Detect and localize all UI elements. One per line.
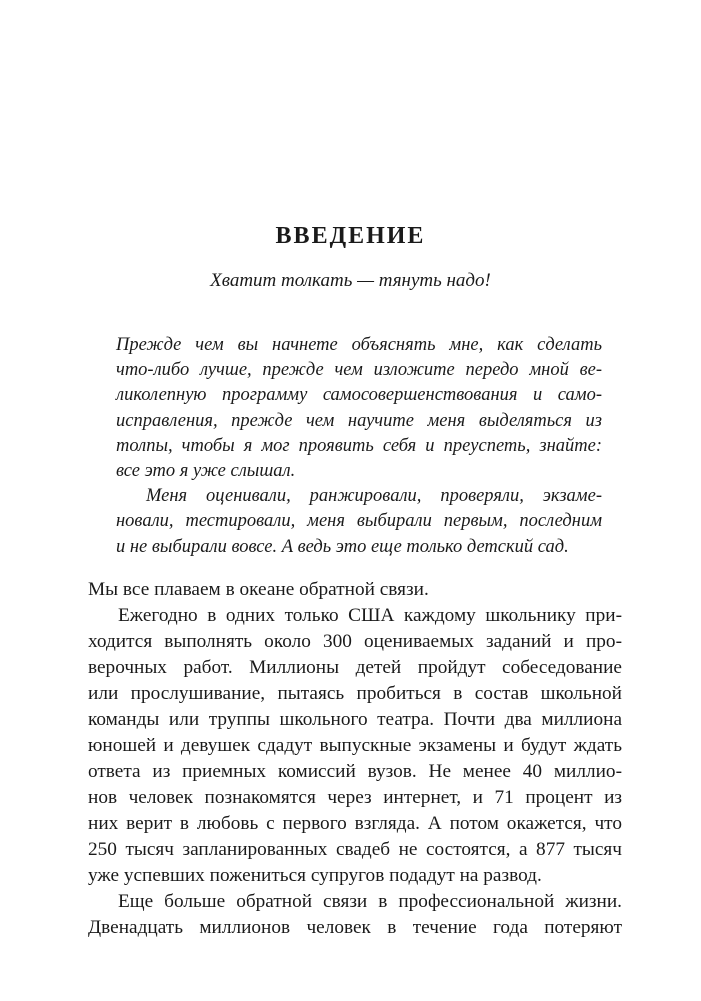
body-line: юношей и девушек сдадут выпускные экзамены и будут ждать: [88, 735, 622, 756]
epigraph-line: ликолепную программу самосовершенствования и само-: [116, 385, 602, 406]
body-text: [88, 577, 622, 941]
chapter-subtitle: Хватит толкать — тянуть надо!: [210, 270, 491, 291]
body-line: верочных работ. Миллионы детей пройдут собеседование: [88, 657, 622, 678]
body-line: Ежегодно в одних только США каждому школьнику при-: [118, 605, 622, 626]
body-line: ответа из приемных комиссий вузов. Не менее 40 миллио-: [88, 761, 622, 782]
chapter-title: ВВЕДЕНИЕ: [275, 223, 426, 249]
epigraph-line: Прежде чем вы начнете объяснять мне, как сделать: [116, 335, 602, 355]
body-line: команды или труппы школьного театра. Почти два миллиона: [88, 709, 622, 730]
epigraph-line: новали, тестировали, меня выбирали первым, последним: [116, 511, 602, 532]
epigraph-line: исправления, прежде чем научите меня выделяться из: [116, 410, 602, 431]
epigraph-line: толпы, чтобы я мог проявить себя и преуспеть, знайте:: [116, 435, 602, 456]
body-line: нов человек познакомятся через интернет, и 71 процент из: [88, 787, 622, 808]
epigraph-line: все это я уже слышал.: [116, 461, 296, 482]
epigraph-line: что-либо лучше, прежде чем изложите передо мной ве-: [116, 360, 602, 381]
body-line: Двенадцать миллионов человек в течение года потеряют: [88, 917, 622, 938]
epigraph-line: Меня оценивали, ранжировали, проверяли, экзаме-: [146, 486, 602, 507]
epigraph: [116, 333, 602, 560]
body-line: них верит в любовь с первого взгляда. А потом окажется, что: [88, 813, 622, 834]
body-line: уже успевших пожениться супругов подадут на развод.: [88, 865, 542, 886]
body-line: ходится выполнять около 300 оцениваемых заданий и про-: [88, 631, 622, 652]
body-line: 250 тысяч запланированных свадеб не состоятся, а 877 тысяч: [88, 839, 622, 860]
body-line: или прослушивание, пытаясь пробиться в состав школьной: [88, 683, 622, 704]
epigraph-line: и не выбирали вовсе. А ведь это еще только детский сад.: [116, 536, 569, 557]
body-line: Еще больше обратной связи в профессиональной жизни.: [118, 891, 622, 912]
body-line: Мы все плаваем в океане обратной связи.: [88, 579, 429, 600]
